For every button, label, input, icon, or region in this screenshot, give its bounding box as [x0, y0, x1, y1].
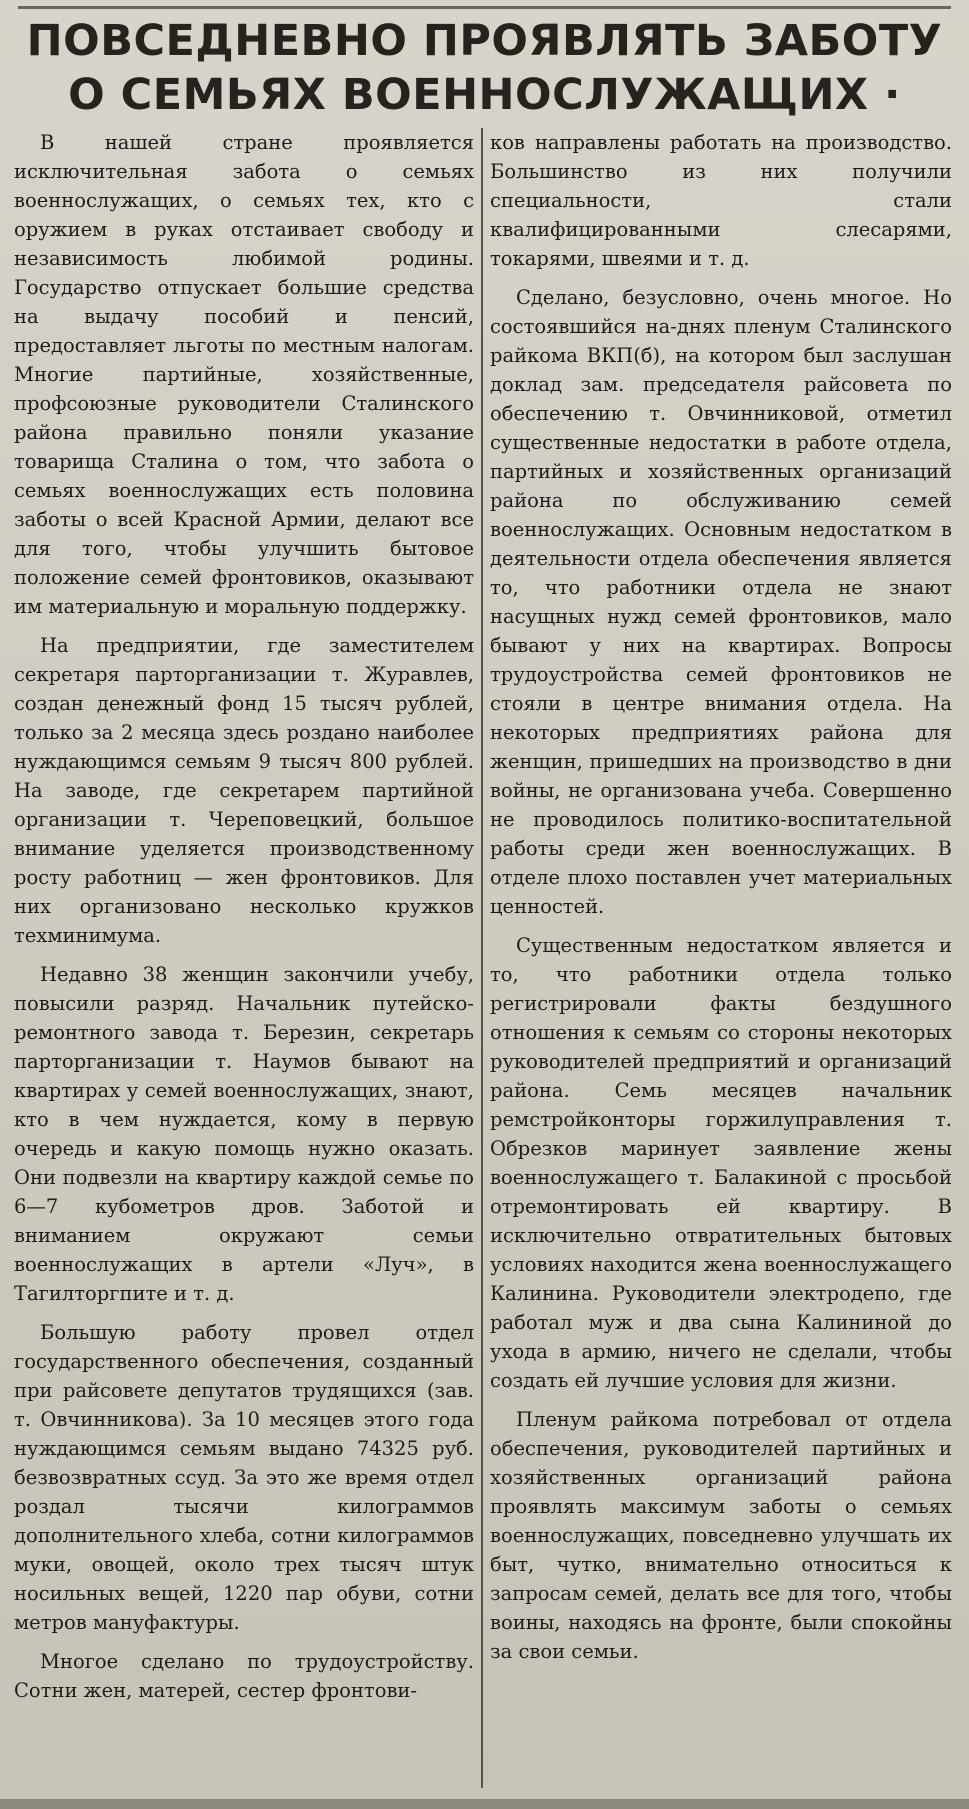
paragraph: В нашей стране проявляется исключительная забота о семьях военнослужащих, о семьях тех, кто с оружием в руках отстаивает свободу и независимость любимой родины. Государство отпускает большие средства на выдачу пособий и пенсий, предоставляет льготы по местным налогам. Многие партийные, хозяйственные, профсоюзные руководители Сталинского района правильно поняли указание товарища Сталина о том, что забота о семьях военнослужащих есть половина заботы о всей Красной Армии, делают все для того, чтобы улучшить бытовое положение семей фронтовиков, оказывают им материальную и моральную поддержку.	[14, 131, 474, 618]
headline-line-1: ПОВСЕДНЕВНО ПРОЯВЛЯТЬ ЗАБОТУ	[26, 16, 943, 66]
top-rule	[18, 6, 951, 9]
paragraph: Большую работу провел отдел государственного обеспечения, созданный при райсовете депутатов трудящихся (зав. т. Овчинникова). За 10 месяцев этого года нуждающимся семьям выдано 74325 руб. безвозвратных ссуд. За это же время отдел роздал тысячи килограммов дополнительного хлеба, сотни килограммов муки, овощей, около трех тысяч штук носильных вещей, 1220 пар обуви, сотни метров мануфактуры.	[14, 1321, 474, 1634]
right-column	[490, 128, 952, 1676]
headline-line-2: О СЕМЬЯХ ВОЕННОСЛУЖАЩИХ ·	[68, 70, 901, 120]
paragraph: На предприятии, где заместителем секретаря парторганизации т. Журавлев, создан денежный фонд 15 тысяч рублей, только за 2 месяца здесь роздано наиболее нуждающимся семьям 9 тысяч 800 рублей. На заводе, где секретарем партийной организации т. Череповецкий, большое внимание уделяется производственному росту работниц — жен фронтовиков. Для них организовано несколько кружков техминимума.	[14, 634, 474, 947]
paragraph: Пленум райкома потребовал от отдела обеспечения, руководителей партийных и хозяйственных организаций района проявлять максимум заботы о семьях военнослужащих, повседневно улучшать их быт, чутко, внимательно относиться к запросам семей, делать все для того, чтобы воины, находясь на фронте, были спокойны за свои семьи.	[490, 1408, 952, 1663]
bottom-edge	[0, 1799, 969, 1809]
column-divider	[481, 128, 483, 1788]
paragraph: Многое сделано по трудоустройству. Сотни жен, матерей, сестер фронтови-	[14, 1650, 474, 1702]
paragraph: Недавно 38 женщин закончили учебу, повысили разряд. Начальник путейско-ремонтного завода т. Березин, секретарь парторганизации т. Наумов бывают на квартирах у семей военнослужащих, знают, кто в чем нуждается, кому в первую очередь и какую помощь нужно оказать. Они подвезли на квартиру каждой семье по 6—7 кубометров дров. Заботой и вниманием окружают семьи военнослужащих в артели «Луч», в Тагилторгпите и т. д.	[14, 963, 474, 1305]
paragraph: Существенным недостатком является и то, что работники отдела только регистрировали факты бездушного отношения к семьям со стороны некоторых руководителей предприятий и организаций района. Семь месяцев начальник ремстройконторы горжилуправления т. Обрезков маринует заявление жены военнослужащего т. Балакиной с просьбой отремонтировать ей квартиру. В исключительно отвратительных бытовых условиях находится жена военнослужащего Калинина. Руководители электродепо, где работал муж и два сына Калининой до ухода в армию, ничего не сделали, чтобы создать ей лучшие условия для жизни.	[490, 934, 952, 1392]
article-headline	[0, 14, 969, 122]
paragraph: Сделано, безусловно, очень многое. Но состоявшийся на-днях пленум Сталинского райкома ВКП(б), на котором был заслушан доклад зам. председателя райсовета по обеспечению т. Овчинниковой, отметил существенные недостатки в работе отдела, партийных и хозяйственных организаций района по обслуживанию семей военнослужащих. Основным недостатком в деятельности отдела обеспечения является то, что работники отдела не знают насущных нужд семей фронтовиков, мало бывают у них на квартирах. Вопросы трудоустройства семей фронтовиков не стояли в центре внимания отдела. На некоторых предприятиях района для женщин, пришедших на производство в дни войны, не организована учеба. Совершенно не проводилось политико-воспитательной работы среди жен военнослужащих. В отделе плохо поставлен учет материальных ценностей.	[490, 286, 952, 918]
left-column	[14, 128, 474, 1715]
paragraph: ков направлены работать на производство. Большинство из них получили специальности, стали квалифицированными слесарями, токарями, швеями и т. д.	[490, 131, 952, 270]
